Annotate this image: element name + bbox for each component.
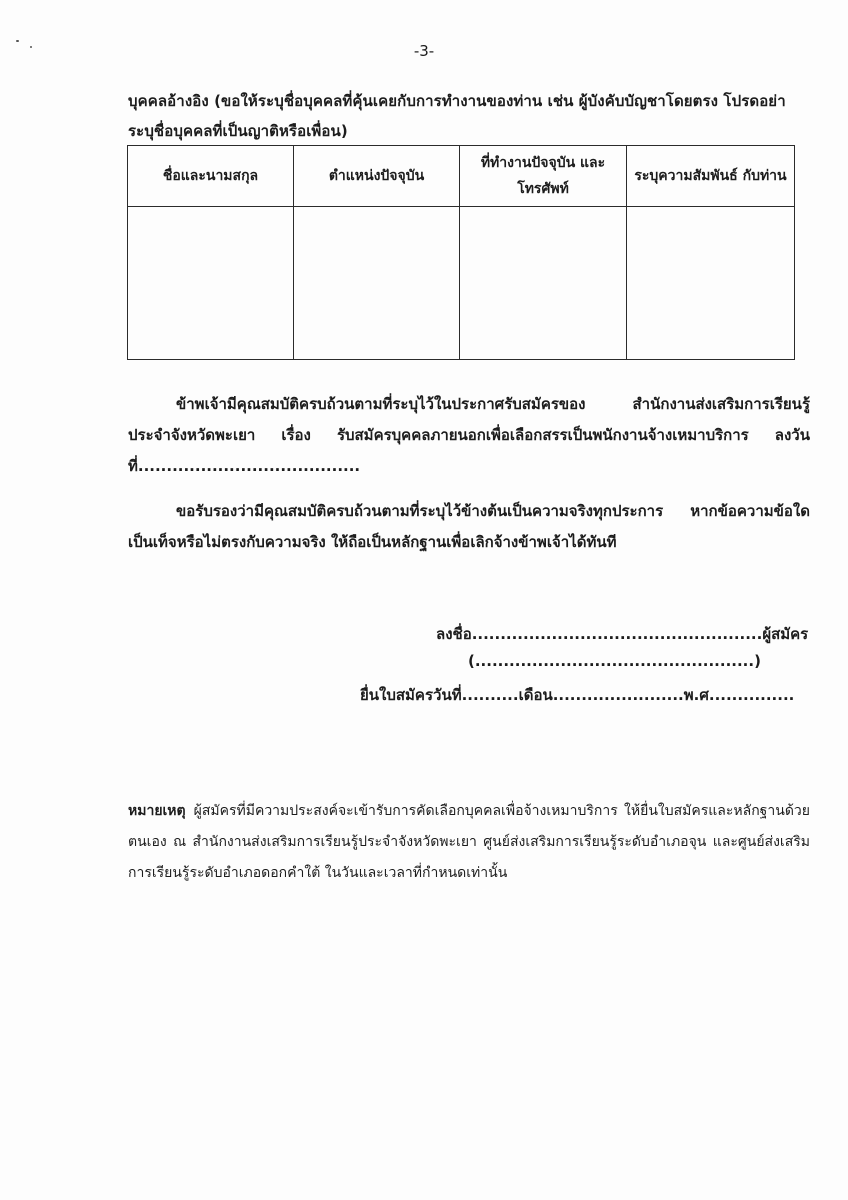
printed-name-line: (.................................................) [468, 652, 761, 670]
blank-cell-position [294, 207, 460, 360]
note-paragraph [128, 796, 810, 889]
submission-date-line: ยื่นใบสมัครวันที่..........เดือน.......................พ.ศ............... [360, 686, 795, 704]
table-header-row [128, 146, 795, 207]
certification-text: ขอรับรองว่ามีคุณสมบัติครบถ้วนตามที่ระบุไว้ข้างต้นเป็นความจริงทุกประการ หากข้อความข้อใดเป็นเท็จหรือไม่ตรงกับความจริง ให้ถือเป็นหลักฐานเพื่อเลิกจ้างข้าพเจ้าได้ทันที [128, 502, 810, 551]
qualification-paragraph [128, 389, 810, 482]
note-text: ผู้สมัครที่มีความประสงค์จะเข้ารับการคัดเลือกบุคคลเพื่อจ้างเหมาบริการ ให้ยื่นใบสมัครและหลักฐานด้วยตนเอง ณ สำนักงานส่งเสริมการเรียนรู้ประจำจังหวัดพะเยา ศูนย์ส่งเสริมการเรียนรู้ระดับอำเภอจุน และศูนย์ส่งเสริมการเรียนรู้ระดับอำเภอดอกคำใต้ ในวันและเวลาที่กำหนดเท่านั้น [128, 803, 810, 881]
qualification-text: ข้าพเจ้ามีคุณสมบัติครบถ้วนตามที่ระบุไว้ในประกาศรับสมัครของ สำนักงานส่งเสริมการเรียนรู้ประจำจังหวัดพะเยา เรื่อง รับสมัครบุคคลภายนอกเพื่อเลือกสรรเป็นพนักงานจ้างเหมาบริการ ลงวันที่....................................... [128, 395, 810, 475]
blank-cell-name [128, 207, 294, 360]
certification-paragraph [128, 496, 810, 558]
column-header-workplace: ที่ทำงานปัจจุบัน และโทรศัพท์ [460, 146, 627, 207]
table-row [128, 207, 795, 360]
page-number: -3- [413, 42, 435, 60]
blank-cell-workplace [460, 207, 627, 360]
signature-line: ลงชื่อ...................................................ผู้สมัคร [436, 625, 809, 643]
references-table [127, 145, 795, 360]
column-header-relationship: ระบุความสัมพันธ์ กับท่าน [627, 146, 795, 207]
column-header-name: ชื่อและนามสกุล [128, 146, 294, 207]
column-header-position: ตำแหน่งปัจจุบัน [294, 146, 460, 207]
blank-cell-relationship [627, 207, 795, 360]
references-intro: บุคคลอ้างอิง (ขอให้ระบุชื่อบุคคลที่คุ้นเคยกับการทำงานของท่าน เช่น ผู้บังคับบัญชาโดยตรง โปรดอย่าระบุชื่อบุคคลที่เป็นญาติหรือเพื่อน) [128, 92, 786, 140]
note-label: หมายเหตุ [128, 803, 186, 819]
